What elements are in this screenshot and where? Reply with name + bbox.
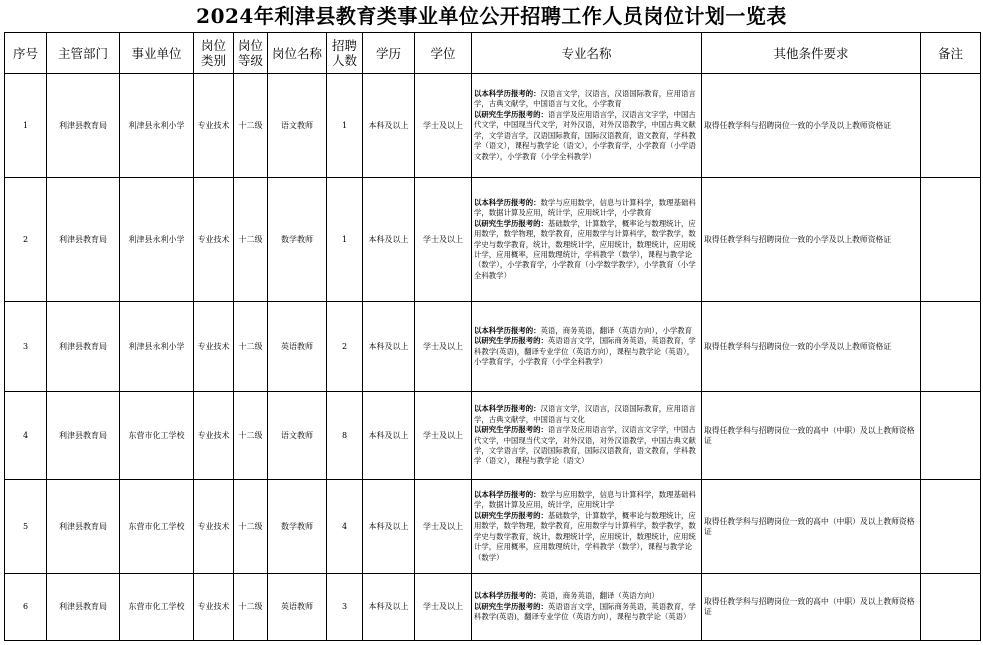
cell-note bbox=[921, 392, 981, 480]
major-undergrad-list: 汉语言文学，汉语言，汉语国际教育，应用语言学，古典文献学，中国语言与文化，小学教育 bbox=[474, 89, 696, 109]
cell-unit: 东营市化工学校 bbox=[120, 392, 194, 480]
header-degree: 学位 bbox=[415, 33, 472, 74]
cell-note bbox=[921, 178, 981, 302]
cell-edu: 本科及以上 bbox=[363, 74, 415, 178]
cell-unit: 利津县永利小学 bbox=[120, 302, 194, 392]
cell-dept: 利津县教育局 bbox=[47, 74, 120, 178]
major-postgrad-label: 以研究生学历报考的： bbox=[474, 109, 548, 119]
header-level: 岗位等级 bbox=[234, 33, 268, 74]
cell-quota: 8 bbox=[327, 392, 363, 480]
major-postgrad-label: 以研究生学历报考的： bbox=[474, 601, 548, 611]
major-undergrad-list: 英语，商务英语，翻译（英语方向），小学教育 bbox=[540, 325, 693, 335]
header-row bbox=[5, 33, 981, 74]
cell-level: 十二级 bbox=[234, 480, 268, 574]
cell-category: 专业技术 bbox=[194, 302, 234, 392]
major-undergrad-label: 以本科学历报考的： bbox=[474, 404, 541, 414]
cell-quota: 4 bbox=[327, 480, 363, 574]
cell-degree: 学士及以上 bbox=[415, 392, 472, 480]
header-seq: 序号 bbox=[5, 33, 47, 74]
cell-level: 十二级 bbox=[234, 74, 268, 178]
cell-degree: 学士及以上 bbox=[415, 302, 472, 392]
table-row bbox=[5, 302, 981, 392]
cell-degree: 学士及以上 bbox=[415, 178, 472, 302]
header-edu: 学历 bbox=[363, 33, 415, 74]
major-postgrad-label: 以研究生学历报考的： bbox=[474, 510, 548, 520]
cell-note bbox=[921, 480, 981, 574]
cell-edu: 本科及以上 bbox=[363, 574, 415, 641]
cell-degree: 学士及以上 bbox=[415, 480, 472, 574]
cell-category: 专业技术 bbox=[194, 178, 234, 302]
cell-major bbox=[472, 392, 702, 480]
cell-other: 取得任教学科与招聘岗位一致的高中（中职）及以上教师资格证 bbox=[702, 574, 921, 641]
header-quota: 招聘人数 bbox=[327, 33, 363, 74]
major-undergrad-label: 以本科学历报考的： bbox=[474, 591, 541, 601]
major-postgrad-label: 以研究生学历报考的： bbox=[474, 425, 548, 435]
cell-category: 专业技术 bbox=[194, 392, 234, 480]
header-post: 岗位名称 bbox=[268, 33, 327, 74]
cell-major bbox=[472, 480, 702, 574]
header-note: 备注 bbox=[921, 33, 981, 74]
major-postgrad-list: 基础数学，计算数学，概率论与数理统计，应用数学，数学物理，数学教育，应用数学与计算科学，数学教学，数学史与数学教育，统计，数理统计学，应用统计，数理统计，应用统计学，应用概率，应用数理统计，学科教学（数学），课程与教学论（数学），小学教育学，小学教育（小学数学教学），小学教育（小学全科教学） bbox=[474, 218, 696, 280]
table-row bbox=[5, 74, 981, 178]
cell-note bbox=[921, 574, 981, 641]
cell-major bbox=[472, 178, 702, 302]
cell-degree: 学士及以上 bbox=[415, 74, 472, 178]
cell-level: 十二级 bbox=[234, 178, 268, 302]
cell-edu: 本科及以上 bbox=[363, 302, 415, 392]
major-undergrad-list: 英语，商务英语，翻译（英语方向） bbox=[540, 591, 659, 601]
major-postgrad-list: 基础数学，计算数学，概率论与数理统计，应用数学，数学物理，数学教育，应用数学与计算科学，数学教学，数学史与数学教育，统计，数理统计学，应用统计，数理统计，应用统计学，应用概率，应用数理统计，学科教学（数学），课程与教学论（数学） bbox=[474, 510, 696, 562]
cell-level: 十二级 bbox=[234, 302, 268, 392]
cell-category: 专业技术 bbox=[194, 74, 234, 178]
cell-unit: 利津县永利小学 bbox=[120, 178, 194, 302]
cell-edu: 本科及以上 bbox=[363, 392, 415, 480]
cell-quota: 2 bbox=[327, 302, 363, 392]
major-postgrad-list: 语言学及应用语言学，汉语言文字学，中国古代文学，中国现当代文学，对外汉语，对外汉语教学，中国古典文献学，文学语言学，汉语国际教育，国际汉语教育，语文教育，学科教学（语文），课程与教学论（语文），小学教育学，小学教育（小学语文教学），小学教育（小学全科教学） bbox=[474, 109, 696, 161]
cell-note bbox=[921, 74, 981, 178]
cell-seq: 6 bbox=[5, 574, 47, 641]
header-major: 专业名称 bbox=[472, 33, 702, 74]
table-row bbox=[5, 480, 981, 574]
cell-unit: 利津县永利小学 bbox=[120, 74, 194, 178]
cell-post: 数学教师 bbox=[268, 480, 327, 574]
cell-post: 英语教师 bbox=[268, 574, 327, 641]
cell-seq: 1 bbox=[5, 74, 47, 178]
table-row bbox=[5, 574, 981, 641]
cell-post: 数学教师 bbox=[268, 178, 327, 302]
cell-other: 取得任教学科与招聘岗位一致的小学及以上教师资格证 bbox=[702, 302, 921, 392]
cell-dept: 利津县教育局 bbox=[47, 178, 120, 302]
cell-major bbox=[472, 302, 702, 392]
cell-post: 英语教师 bbox=[268, 302, 327, 392]
cell-seq: 5 bbox=[5, 480, 47, 574]
major-undergrad-label: 以本科学历报考的： bbox=[474, 197, 541, 207]
header-category: 岗位类别 bbox=[194, 33, 234, 74]
cell-post: 语文教师 bbox=[268, 74, 327, 178]
header-other: 其他条件要求 bbox=[702, 33, 921, 74]
cell-quota: 1 bbox=[327, 178, 363, 302]
major-undergrad-list: 汉语言文学，汉语言，汉语国际教育，应用语言学，古典文献学，中国语言与文化 bbox=[474, 404, 696, 424]
major-postgrad-list: 语言学及应用语言学，汉语言文字学，中国古代文学，中国现当代文学，对外汉语，对外汉语教学，中国古典文献学，文学语言学，汉语国际教育，国际汉语教育，语文教育，学科教学（语文），课程与教学论（语文） bbox=[474, 425, 696, 466]
cell-unit: 东营市化工学校 bbox=[120, 574, 194, 641]
page-title: 2024年利津县教育类事业单位公开招聘工作人员岗位计划一览表 bbox=[196, 4, 787, 28]
cell-note bbox=[921, 302, 981, 392]
cell-other: 取得任教学科与招聘岗位一致的高中（中职）及以上教师资格证 bbox=[702, 480, 921, 574]
cell-degree: 学士及以上 bbox=[415, 574, 472, 641]
recruitment-table bbox=[4, 32, 981, 641]
table-row bbox=[5, 392, 981, 480]
major-undergrad-label: 以本科学历报考的： bbox=[474, 490, 541, 500]
cell-seq: 4 bbox=[5, 392, 47, 480]
cell-major bbox=[472, 574, 702, 641]
cell-major bbox=[472, 74, 702, 178]
cell-edu: 本科及以上 bbox=[363, 178, 415, 302]
cell-quota: 3 bbox=[327, 574, 363, 641]
major-undergrad-list: 数学与应用数学，信息与计算科学，数理基础科学，数据计算及应用，统计学，应用统计学，小学教育 bbox=[474, 197, 696, 218]
major-undergrad-label: 以本科学历报考的： bbox=[474, 89, 541, 99]
major-undergrad-list: 数学与应用数学，信息与计算科学，数理基础科学，数据计算及应用，统计学，应用统计学 bbox=[474, 490, 696, 510]
major-postgrad-list: 英语语言文学，国际商务英语，英语教育，学科教学(英语)，翻译专业学位（英语方向），课程与教学论（英语） bbox=[474, 601, 696, 622]
major-postgrad-label: 以研究生学历报考的： bbox=[474, 336, 548, 346]
cell-other: 取得任教学科与招聘岗位一致的小学及以上教师资格证 bbox=[702, 178, 921, 302]
cell-post: 语文教师 bbox=[268, 392, 327, 480]
major-undergrad-label: 以本科学历报考的： bbox=[474, 325, 541, 335]
cell-quota: 1 bbox=[327, 74, 363, 178]
header-unit: 事业单位 bbox=[120, 33, 194, 74]
cell-category: 专业技术 bbox=[194, 574, 234, 641]
cell-level: 十二级 bbox=[234, 574, 268, 641]
cell-dept: 利津县教育局 bbox=[47, 480, 120, 574]
cell-dept: 利津县教育局 bbox=[47, 574, 120, 641]
major-postgrad-list: 英语语言文学，国际商务英语，英语教育，学科教学(英语)，翻译专业学位（英语方向），课程与教学论（英语），小学教育学，小学教育（小学全科教学） bbox=[474, 336, 696, 366]
cell-unit: 东营市化工学校 bbox=[120, 480, 194, 574]
header-dept: 主管部门 bbox=[47, 33, 120, 74]
cell-category: 专业技术 bbox=[194, 480, 234, 574]
cell-other: 取得任教学科与招聘岗位一致的小学及以上教师资格证 bbox=[702, 74, 921, 178]
cell-seq: 3 bbox=[5, 302, 47, 392]
cell-seq: 2 bbox=[5, 178, 47, 302]
cell-dept: 利津县教育局 bbox=[47, 392, 120, 480]
cell-edu: 本科及以上 bbox=[363, 480, 415, 574]
cell-other: 取得任教学科与招聘岗位一致的高中（中职）及以上教师资格证 bbox=[702, 392, 921, 480]
cell-level: 十二级 bbox=[234, 392, 268, 480]
table-row bbox=[5, 178, 981, 302]
cell-dept: 利津县教育局 bbox=[47, 302, 120, 392]
major-postgrad-label: 以研究生学历报考的： bbox=[474, 218, 548, 228]
